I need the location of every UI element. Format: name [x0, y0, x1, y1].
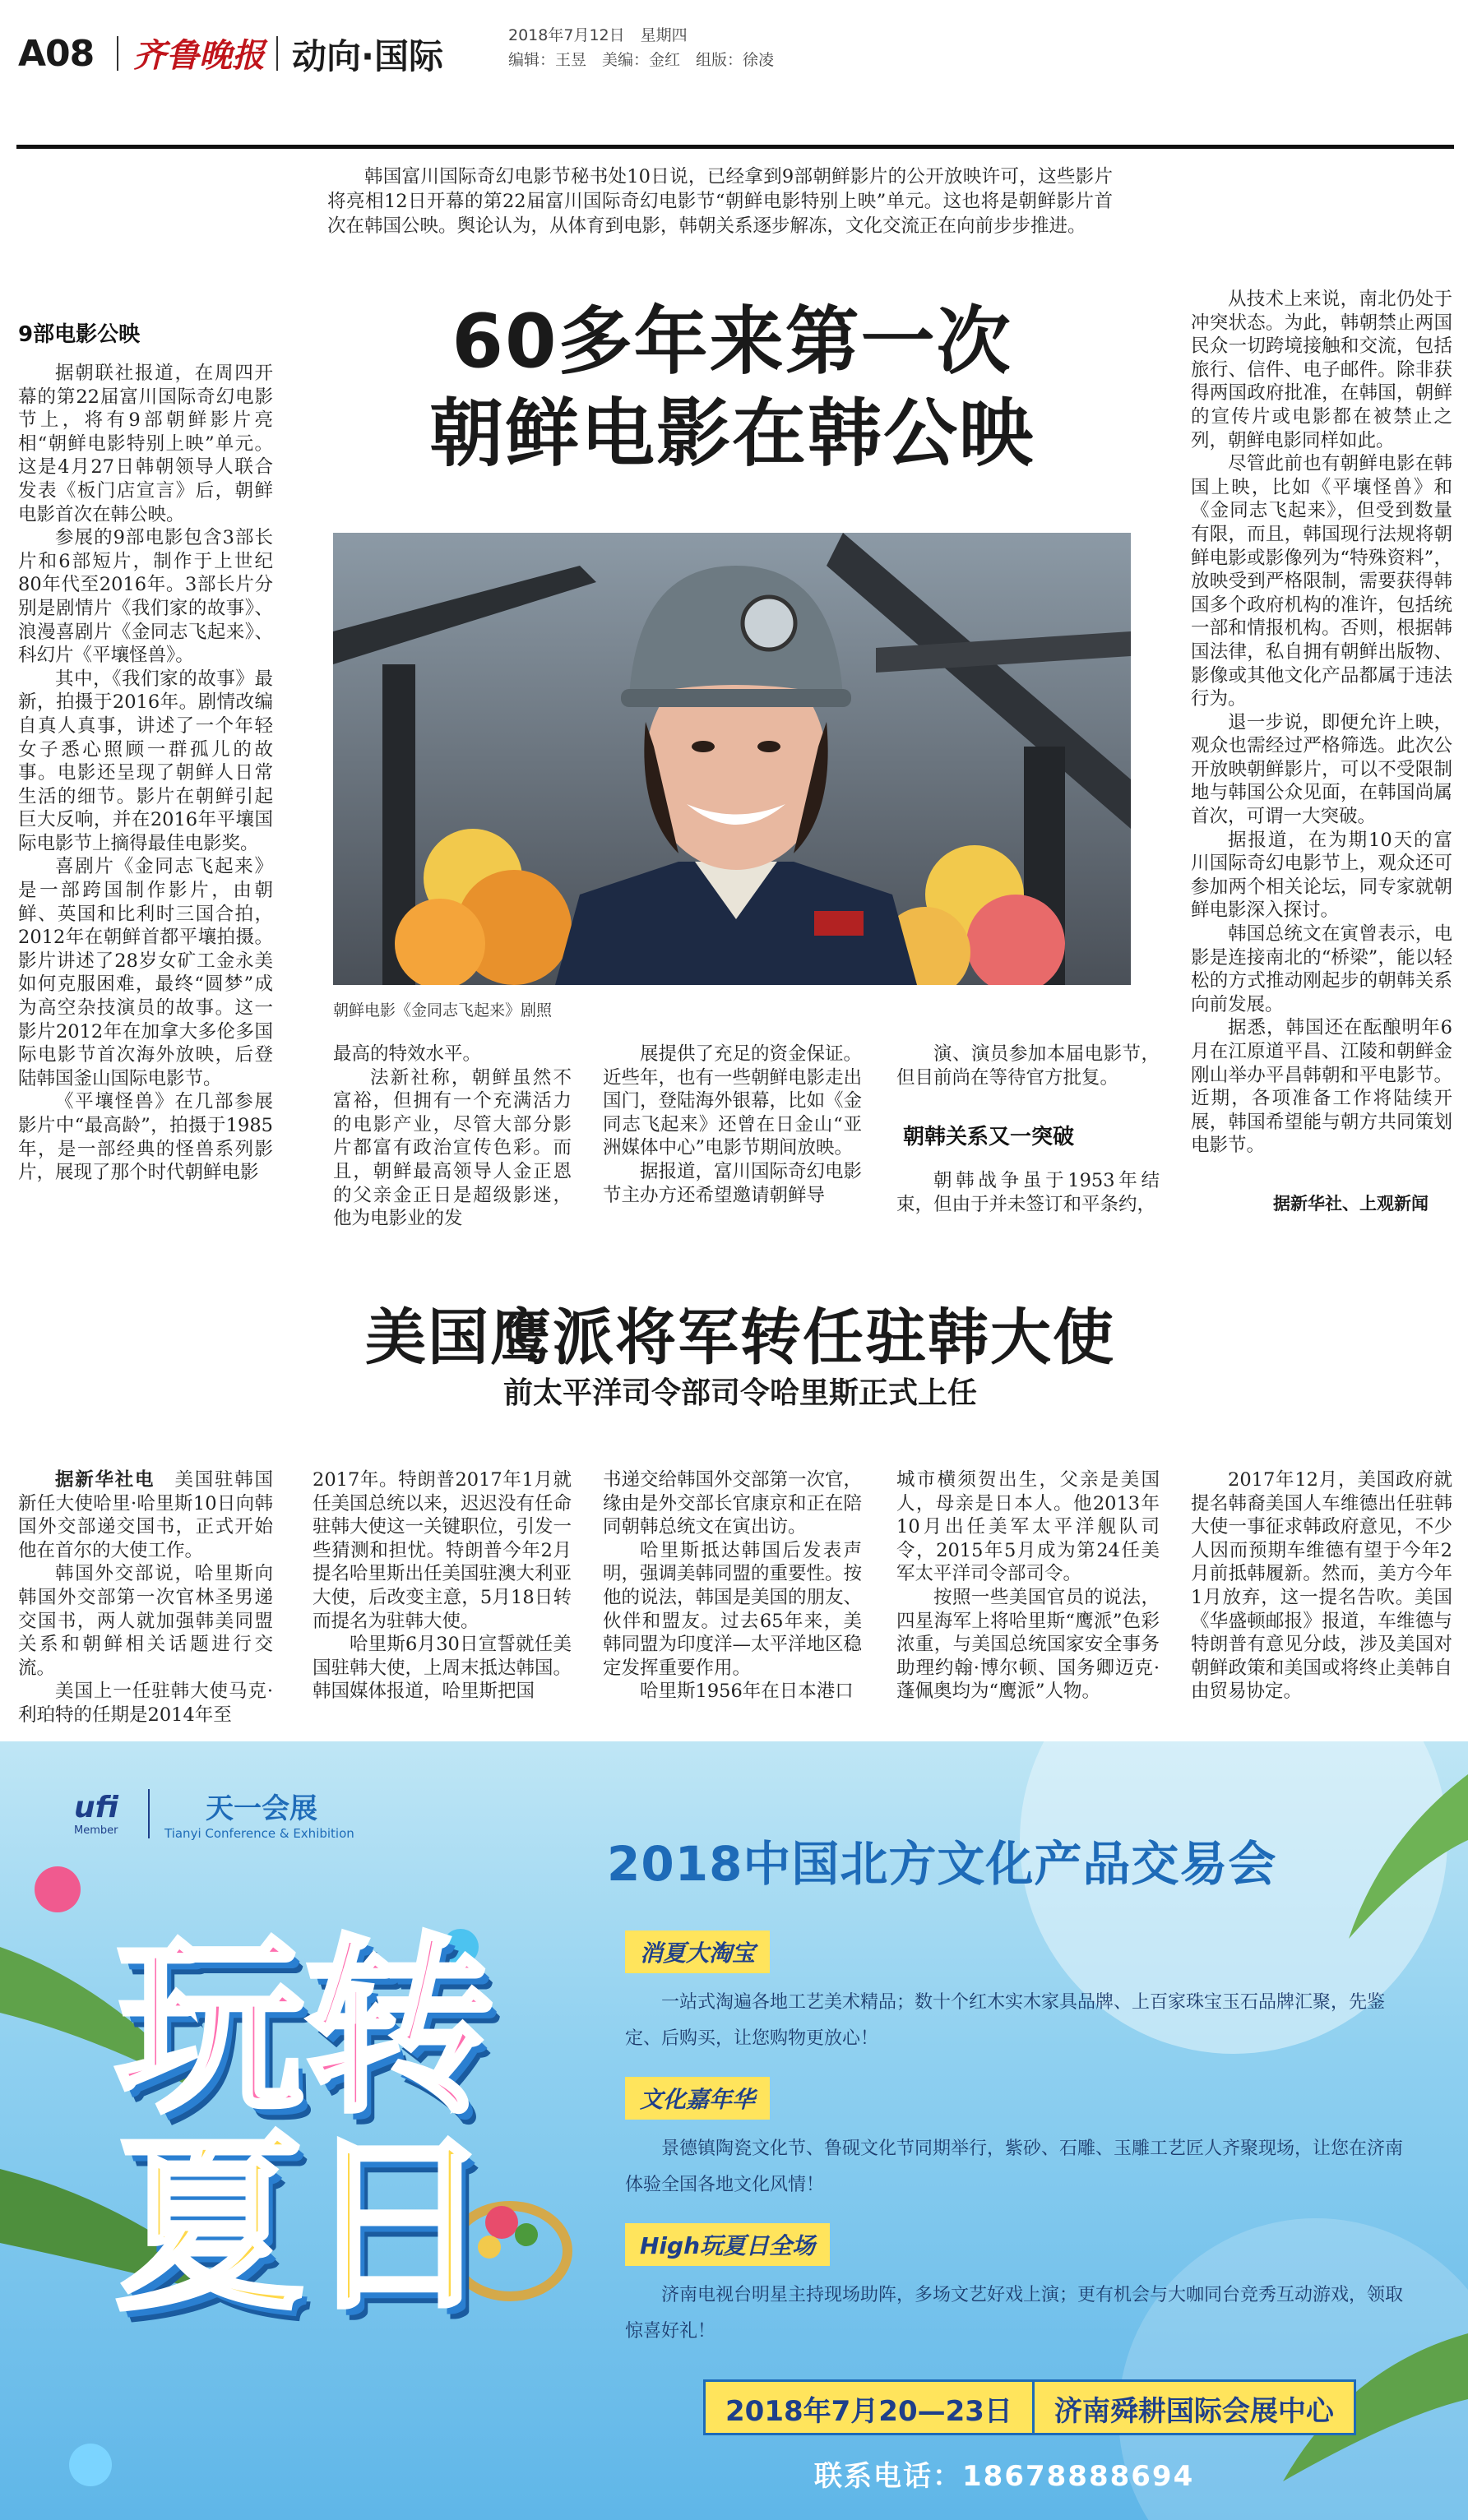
paragraph: 哈里斯抵达韩国后发表声明，强调美韩同盟的重要性。按他的说法，韩国是美国的朋友、伙伴和盟友。过去65年来，美韩同盟为印度洋—太平洋地区稳定发挥重要作用。: [603, 1539, 863, 1679]
paragraph: 从技术上来说，南北仍处于冲突状态。为此，韩朝禁止两国民众一切跨境接触和交流，包括旅行、信件、电子邮件。除非获得两国政府批准，在韩国，朝鲜的宣传片或电影都在被禁止之列，朝鲜电影同样如此。: [1191, 289, 1452, 451]
event-venue: 济南舜耕国际会展中心: [1054, 2395, 1334, 2428]
paragraph: 2017年。特朗普2017年1月就任美国总统以来，迟迟没有任命驻韩大使这一关键职位，引发一些猜测和担忧。特朗普今年2月提名哈里斯出任美国驻澳大利亚大使，后改变主意，5月18日转而提名为驻韩大使。: [313, 1469, 572, 1632]
organizer-logo: [164, 1786, 354, 1841]
paragraph: 法新社称，朝鲜虽然不富裕，但拥有一个充满活力的电影产业，尽管大部分影片都富有政治宣传色彩。而且，朝鲜最高领导人金正恩的父亲金正日是超级影迷，他为电影业的发: [333, 1066, 572, 1230]
newspaper-brand-logo: 齐鲁晚报: [133, 37, 265, 75]
organizer-name-en: Tianyi Conference & Exhibition: [164, 1826, 354, 1841]
masthead-divider: [117, 36, 118, 71]
article-column: [1191, 1468, 1452, 1704]
slogan-line: 夏日: [114, 2116, 493, 2336]
paragraph: 据悉，韩国还在酝酿明年6月在江原道平昌、江陵和朝鲜金刚山举办平昌韩朝和平电影节。近期，各项准备工作将陆续开展，韩国希望能与朝方共同策划电影节。: [1191, 1017, 1452, 1157]
advertisement: [0, 1741, 1468, 2520]
ufi-member-text: Member: [74, 1824, 118, 1837]
paragraph: 据朝联社报道，在周四开幕的第22届富川国际奇幻电影节上，将有9部朝鲜影片亮相“朝鲜电影特别上映”单元。这是4月27日韩朝领导人联合发表《板门店宣言》后，朝鲜电影首次在韩公映。: [18, 363, 273, 525]
paragraph: 参展的9部电影包含3部长片和6部短片，制作于上世纪80年代至2016年。3部长片分别是剧情片《我们家的故事》、浪漫喜剧片《金同志飞起来》、科幻片《平壤怪兽》。: [18, 527, 273, 667]
article-column: [333, 1043, 572, 1231]
paragraph: 朝韩战争虽于1953年结束，但由于并未签订和平条约，: [896, 1170, 1160, 1215]
story-source: 据新华社、上观新闻: [1273, 1194, 1429, 1214]
paragraph: 据报道，富川国际奇幻电影节主办方还希望邀请朝鲜导: [603, 1160, 863, 1206]
ad-section-heading: High玩夏日全场: [625, 2223, 830, 2266]
paragraph: 演、演员参加本届电影节，但目前尚在等待官方批复。: [896, 1043, 1160, 1089]
article-column: [603, 1468, 862, 1704]
paragraph: 按照一些美国官员的说法，四星海军上将哈里斯“鹰派”色彩浓重，与美国总统国家安全事务助理约翰·博尔顿、国务卿迈克·蓬佩奥均为“鹰派”人物。: [896, 1586, 1160, 1703]
ad-section-text: 一站式淘遍各地工艺美术精品；数十个红木实木家具品牌、上百家珠宝玉石品牌汇聚，先鉴定、后购买，让您购物更放心！: [625, 1992, 1386, 2049]
event-dates: 2018年7月20—23日: [725, 2395, 1012, 2428]
article-column: [18, 1468, 273, 1727]
organizer-name: 天一会展: [206, 1792, 317, 1825]
headline-line: 60多年来第一次: [452, 298, 1012, 385]
paragraph: 《平壤怪兽》在几部参展影片中“最高龄”，拍摄于1985年，是一部经典的怪兽系列影片，展现了那个时代朝鲜电影: [18, 1091, 273, 1184]
ad-slogan: [74, 1919, 535, 2336]
paragraph-text: 美国驻韩国新任大使哈里·哈里斯10日向韩国外交部递交国书，正式开始他在首尔的大使工作。: [18, 1469, 273, 1561]
article-column: [1191, 288, 1452, 1158]
ad-section-list: [625, 1930, 1415, 2350]
paragraph: 哈里斯6月30日宣誓就任美国驻韩大使，上周末抵达韩国。韩国媒体报道，哈里斯把国: [313, 1634, 572, 1703]
logo-divider: [148, 1789, 150, 1838]
slogan-line: 玩转: [114, 1919, 493, 2139]
paragraph: 2017年12月，美国政府就提名韩裔美国人车维德出任驻韩大使一事征求韩政府意见，不少人因而预期车维德有望于今年2月前抵韩履新。然而，美方今年1月放弃，这一提名告吹。美国《华盛顿邮报》报道，车维德与特朗普有意见分歧，涉及美国对朝鲜政策和美国或将终止美韩自由贸易协定。: [1191, 1469, 1452, 1703]
paragraph: 韩国总统文在寅曾表示，电影是连接南北的“桥梁”，能以轻松的方式推动刚起步的朝韩关系向前发展。: [1191, 923, 1452, 1015]
paragraph: 城市横须贺出生，父亲是美国人，母亲是日本人。他2013年10月出任美军太平洋舰队司令，2015年5月成为第24任美军太平洋司令部司令。: [896, 1469, 1160, 1585]
paragraph: 美国上一任驻韩大使马克·利珀特的任期是2014年至: [18, 1681, 273, 1726]
paragraph: 退一步说，即便允许上映，观众也需经过严格筛选。此次公开放映朝鲜影片，可以不受限制地与韩国公众见面，在韩国尚属首次，可谓一大突破。: [1191, 711, 1452, 828]
story-headline: [337, 296, 1127, 480]
section-title: 动向·国际: [292, 36, 443, 76]
article-column: [896, 1468, 1160, 1704]
paragraph: 韩国外交部说，哈里斯向韩国外交部第一次官林圣男递交国书，两人就加强韩美同盟关系和朝鲜相关话题进行交流。: [18, 1563, 273, 1679]
story-lead: 韩国富川国际奇幻电影节秘书处10日说，已经拿到9部朝鲜影片的公开放映许可，这些影片将亮相12日开幕的第22届富川国际奇幻电影节“朝鲜电影特别上映”单元。这也将是朝鲜影片首次在韩国公映。舆论认为，从体育到电影，韩朝关系逐步解冻，文化交流正在向前步步推进。: [327, 166, 1113, 237]
dateline: 据新华社电: [55, 1469, 155, 1491]
photo-caption: 朝鲜电影《金同志飞起来》剧照: [333, 1001, 553, 1020]
story-headline: 美国鹰派将军转任驻韩大使: [365, 1302, 1115, 1373]
article-column: [313, 1468, 572, 1704]
article-column: [896, 1169, 1160, 1216]
ufi-logo: [74, 1791, 118, 1837]
headline-line: 朝鲜电影在韩公映: [429, 391, 1035, 477]
ufi-logo-text: ufi: [74, 1791, 118, 1824]
paragraph: 据报道，在为期10天的富川国际奇幻电影节上，观众还可参加两个相关论坛，同专家就朝鲜电影深入探讨。: [1191, 829, 1452, 922]
contact-phone: 联系电话：18678888694: [814, 2460, 1195, 2493]
film-still-photo: [333, 533, 1131, 985]
page-number: A08: [18, 33, 95, 75]
ad-section-heading: 文化嘉年华: [625, 2077, 770, 2120]
paragraph: 其中，《我们家的故事》最新，拍摄于2016年。剧情改编自真人真事，讲述了一个年轻女子悉心照顾一群孤儿的故事。电影还呈现了朝鲜人日常生活的细节。影片在朝鲜引起巨大反响，并在2016年平壤国际电影节上摘得最佳电影奖。: [18, 668, 273, 854]
article-column: [896, 1043, 1160, 1089]
paragraph: 喜剧片《金同志飞起来》是一部跨国制作影片，由朝鲜、英国和比利时三国合拍，2012年在朝鲜首都平壤拍摄。影片讲述了28岁女矿工金永美如何克服困难，最终“圆梦”成为高空杂技演员的故事。这一影片2012年在加拿大多伦多国际电影节首次海外放映，后登陆韩国釜山国际电影节。: [18, 856, 273, 1089]
paragraph: [18, 1468, 273, 1562]
paragraph: 书递交给韩国外交部第一次官，缘由是外交部长官康京和正在陪同朝韩总统文在寅出访。: [603, 1469, 863, 1538]
ad-section: [625, 2077, 1415, 2203]
masthead-rule: [16, 145, 1454, 149]
story-subheadline: 前太平洋司令部司令哈里斯正式上任: [502, 1376, 977, 1410]
subhead: 9部电影公映: [18, 322, 141, 347]
ad-section: [625, 1930, 1415, 2057]
subhead: 朝韩关系又一突破: [903, 1125, 1075, 1149]
ad-section-text: 景德镇陶瓷文化节、鲁砚文化节同期举行，紫砂、石雕、玉雕工艺匠人齐聚现场，让您在济南体验全国各地文化风情！: [625, 2139, 1404, 2195]
issue-date: 2018年7月12日 星期四: [508, 26, 688, 44]
paragraph: 尽管此前也有朝鲜电影在韩国上映，比如《平壤怪兽》和《金同志飞起来》，但受到数量有限，而且，韩国现行法规将朝鲜电影或影像列为“特殊资料”，放映受到严格限制，需要获得韩国多个政府机构的准许，包括统一部和情报机构。否则，根据韩国法律，私自拥有朝鲜出版物、影像或其他文化产品都属于违法行为。: [1191, 453, 1452, 710]
ad-section-heading: 消夏大淘宝: [625, 1930, 770, 1973]
ad-title: 2018中国北方文化产品交易会: [607, 1836, 1277, 1892]
film-still-image: [333, 533, 1131, 985]
article-column: [18, 362, 273, 1185]
paragraph: 展提供了充足的资金保证。近些年，也有一些朝鲜电影走出国门，登陆海外银幕，比如《金同志飞起来》还曾在日金山“亚洲媒体中心”电影节期间放映。: [603, 1043, 863, 1159]
paragraph: 哈里斯1956年在日本港口: [640, 1681, 854, 1703]
masthead-divider: [276, 36, 278, 71]
paragraph: 最高的特效水平。: [333, 1043, 482, 1065]
ad-section: [625, 2223, 1415, 2350]
editor-credits: 编辑：王昱 美编：金红 组版：徐凌: [508, 51, 775, 69]
date-venue-banner: [703, 2379, 1356, 2435]
article-column: [603, 1043, 862, 1207]
ad-section-text: 济南电视台明星主持现场助阵，多场文艺好戏上演；更有机会与大咖同台竞秀互动游戏，领取惊喜好礼！: [625, 2285, 1404, 2342]
